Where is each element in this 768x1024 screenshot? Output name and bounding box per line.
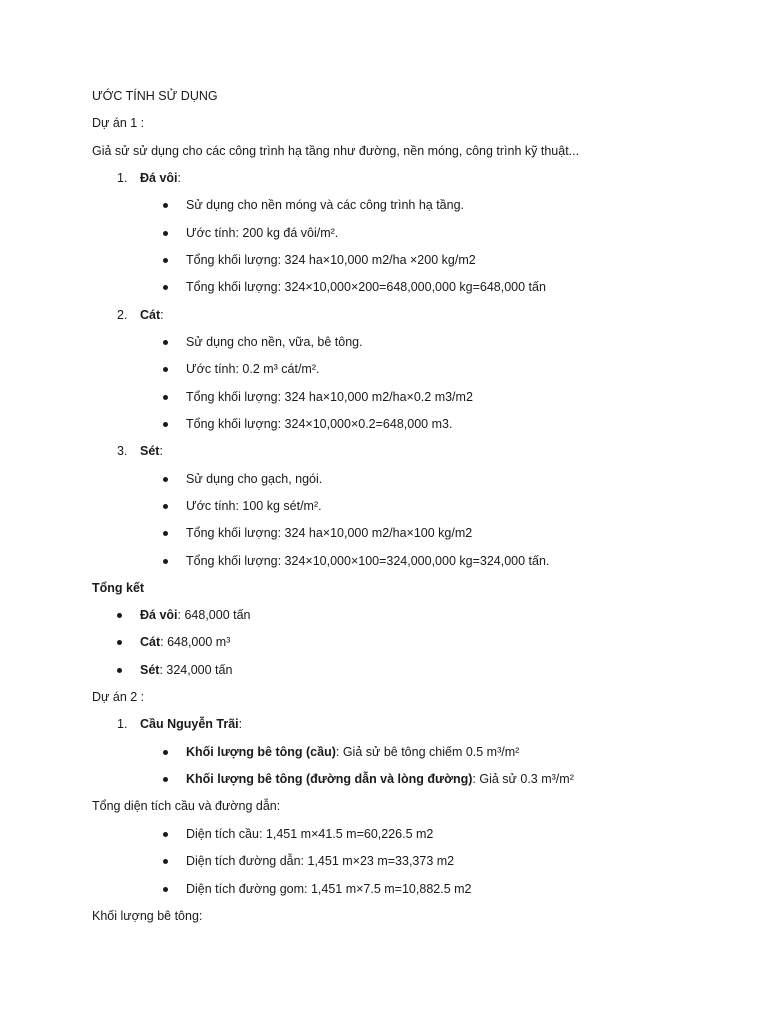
bullet-icon <box>117 668 122 673</box>
concrete-item <box>186 771 574 787</box>
material-heading: Cát: <box>140 308 164 322</box>
section-name: Cầu Nguyễn Trãi <box>140 717 239 731</box>
list-item: Sử dụng cho nền móng và các công trình hạ tầng. <box>186 198 464 212</box>
material-heading: Đá vôi: <box>140 171 181 185</box>
bullet-icon <box>163 285 168 290</box>
material-heading: Sét: <box>140 444 163 458</box>
list-item: Tổng khối lượng: 324 ha×10,000 m2/ha×0.2 m3/m2 <box>186 390 473 404</box>
bullet-icon <box>163 477 168 482</box>
page-title: ƯỚC TÍNH SỬ DỤNG <box>92 89 218 103</box>
list-item: Tổng khối lượng: 324 ha×10,000 m2/ha×100 kg/m2 <box>186 526 473 540</box>
list-item: Sử dụng cho gạch, ngói. <box>186 472 323 486</box>
concrete-label: Khối lượng bê tông (cầu) <box>186 745 336 759</box>
list-number: 1. <box>117 717 128 731</box>
bullet-icon <box>117 640 122 645</box>
bullet-icon <box>163 395 168 400</box>
bullet-icon <box>163 203 168 208</box>
bullet-icon <box>117 613 122 618</box>
concrete-label: Khối lượng bê tông (đường dẫn và lòng đường) <box>186 772 473 786</box>
summary-label: Sét <box>140 663 160 677</box>
section-heading: Cầu Nguyễn Trãi: <box>140 717 243 731</box>
list-number: 3. <box>117 444 128 458</box>
list-item: Ước tính: 0.2 m³ cát/m². <box>186 362 320 376</box>
list-item: Ước tính: 200 kg đá vôi/m². <box>186 226 339 240</box>
concrete-value: : Giả sử 0.3 m³/m² <box>472 772 574 786</box>
summary-heading: Tổng kết <box>92 581 145 595</box>
bullet-icon <box>163 422 168 427</box>
concrete-value: : Giả sử bê tông chiếm 0.5 m³/m² <box>335 745 520 759</box>
area-heading: Tổng diện tích cầu và đường dẫn: <box>92 799 281 813</box>
list-item: Tổng khối lượng: 324×10,000×100=324,000,000 kg=324,000 tấn. <box>186 554 550 568</box>
bullet-icon <box>163 367 168 372</box>
summary-label: Cát <box>140 635 161 649</box>
bullet-icon <box>163 559 168 564</box>
material-name: Cát <box>140 308 161 322</box>
summary-label: Đá vôi <box>140 608 178 622</box>
bullet-icon <box>163 887 168 892</box>
bullet-icon <box>163 504 168 509</box>
concrete-item <box>186 744 519 760</box>
summary-item <box>140 634 230 650</box>
material-name: Sét <box>140 444 160 458</box>
list-item: Ước tính: 100 kg sét/m². <box>186 499 322 513</box>
summary-item <box>140 607 251 623</box>
summary-value: : 324,000 tấn <box>159 663 233 677</box>
project1-heading: Dự án 1 : <box>92 116 145 130</box>
project2-heading: Dự án 2 : <box>92 690 145 704</box>
summary-value: : 648,000 tấn <box>177 608 251 622</box>
summary-item <box>140 662 232 678</box>
list-item: Diện tích cầu: 1,451 m×41.5 m=60,226.5 m2 <box>186 827 434 841</box>
bullet-icon <box>163 531 168 536</box>
list-item: Tổng khối lượng: 324×10,000×200=648,000,000 kg=648,000 tấn <box>186 280 546 294</box>
bullet-icon <box>163 832 168 837</box>
list-item: Sử dụng cho nền, vữa, bê tông. <box>186 335 363 349</box>
bullet-icon <box>163 231 168 236</box>
project1-intro: Giả sử sử dụng cho các công trình hạ tầng như đường, nền móng, công trình kỹ thuật... <box>92 144 580 158</box>
list-item: Tổng khối lượng: 324 ha×10,000 m2/ha ×200 kg/m2 <box>186 253 476 267</box>
bullet-icon <box>163 859 168 864</box>
list-item: Diện tích đường dẫn: 1,451 m×23 m=33,373 m2 <box>186 854 455 868</box>
material-name: Đá vôi <box>140 171 178 185</box>
bullet-icon <box>163 750 168 755</box>
summary-value: : 648,000 m³ <box>160 635 231 649</box>
bullet-icon <box>163 777 168 782</box>
bullet-icon <box>163 340 168 345</box>
list-item: Tổng khối lượng: 324×10,000×0.2=648,000 m3. <box>186 417 453 431</box>
bullet-icon <box>163 258 168 263</box>
list-item: Diện tích đường gom: 1,451 m×7.5 m=10,882.5 m2 <box>186 882 472 896</box>
list-number: 2. <box>117 308 128 322</box>
list-number: 1. <box>117 171 128 185</box>
volume-heading: Khối lượng bê tông: <box>92 909 203 923</box>
